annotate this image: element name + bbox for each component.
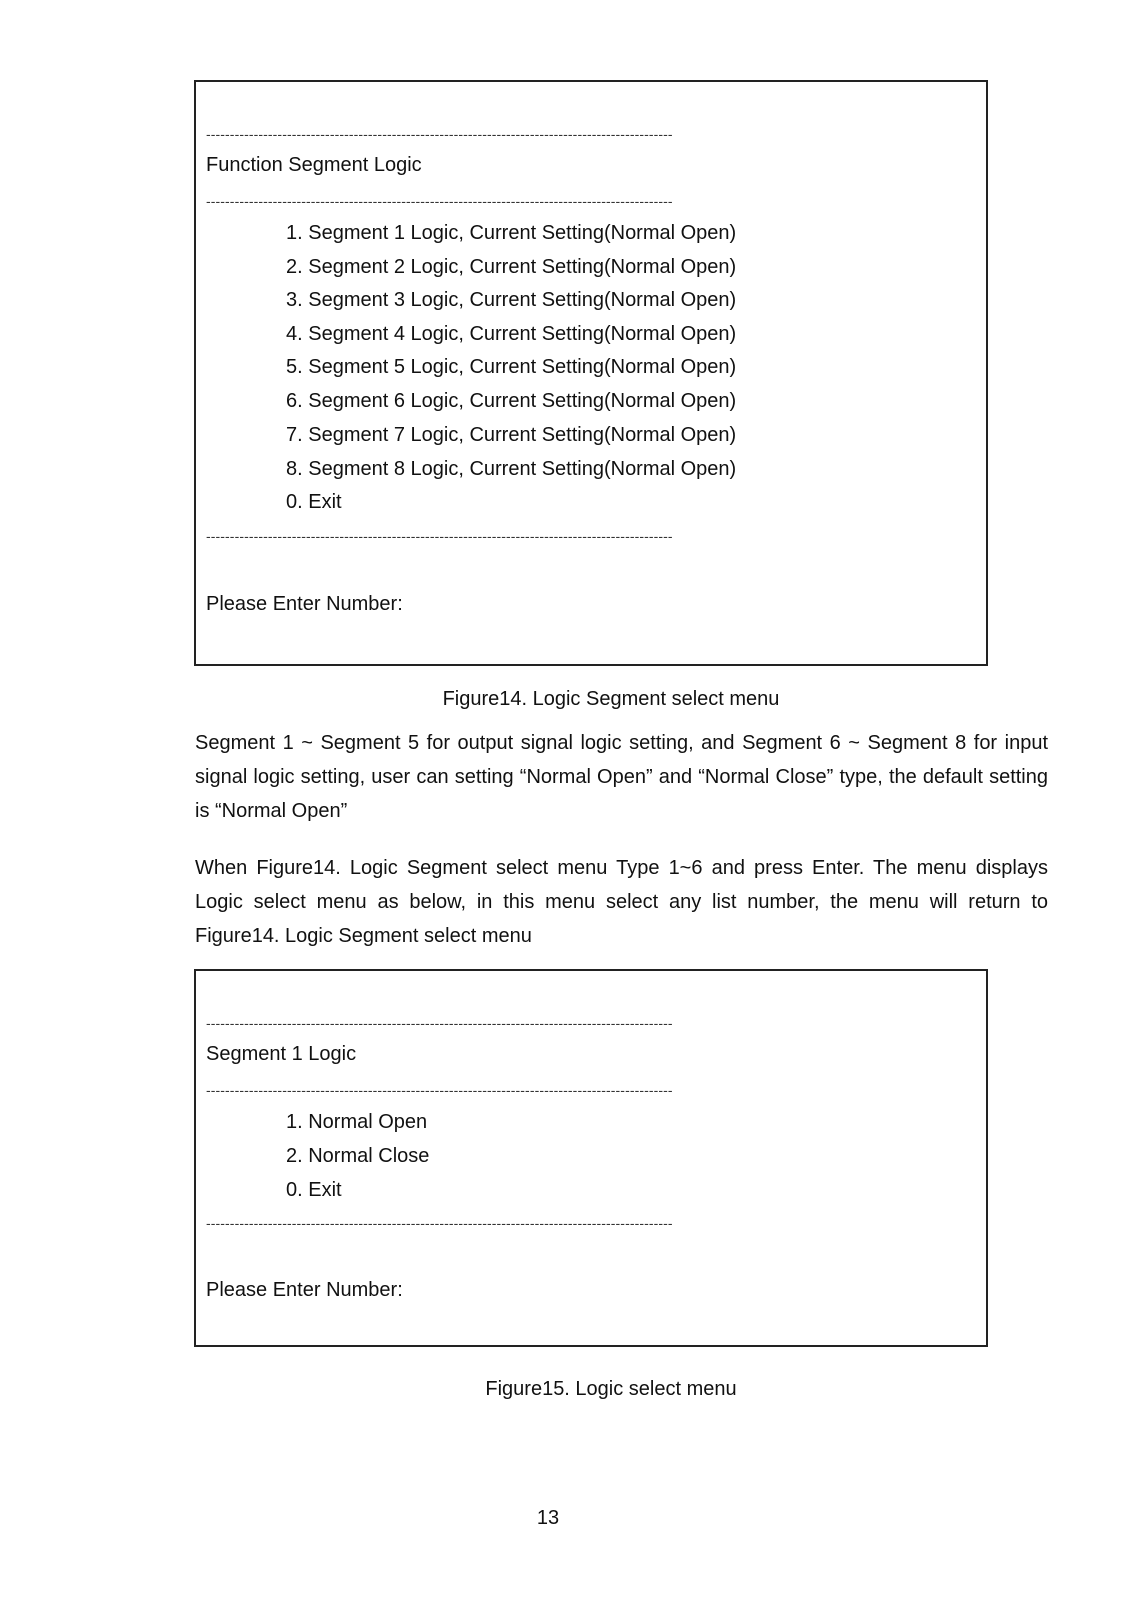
menu-item-segment-2: 2. Segment 2 Logic, Current Setting(Normal Open) [286,256,737,278]
enter-number-prompt: Please Enter Number: [206,593,403,615]
menu-item-segment-6: 6. Segment 6 Logic, Current Setting(Normal Open) [286,390,737,412]
menu-title: Segment 1 Logic [206,1043,357,1065]
menu-item-segment-7: 7. Segment 7 Logic, Current Setting(Normal Open) [286,424,737,446]
figure15-menu-box [194,969,988,1347]
menu-item-segment-8: 8. Segment 8 Logic, Current Setting(Normal Open) [286,458,737,480]
separator-line: -------------------------------------------------------------------------------------------------- [206,528,673,544]
enter-number-prompt: Please Enter Number: [206,1279,403,1301]
separator-line: -------------------------------------------------------------------------------------------------- [206,1015,673,1031]
separator-line: -------------------------------------------------------------------------------------------------- [206,1215,673,1231]
menu-item-normal-open: 1. Normal Open [286,1111,428,1133]
menu-item-segment-3: 3. Segment 3 Logic, Current Setting(Normal Open) [286,289,737,311]
figure14-menu-box [194,80,988,666]
separator-line: -------------------------------------------------------------------------------------------------- [206,126,673,142]
menu-item-segment-5: 5. Segment 5 Logic, Current Setting(Normal Open) [286,356,737,378]
menu-item-segment-1: 1. Segment 1 Logic, Current Setting(Normal Open) [286,222,737,244]
body-paragraph-1: Segment 1 ~ Segment 5 for output signal logic setting, and Segment 6 ~ Segment 8 for input signal logic setting, user can setting “Normal Open” and “Normal Close” type, the default setting is “Normal Open” [195,732,1048,822]
separator-line: -------------------------------------------------------------------------------------------------- [206,1082,673,1098]
separator-line: -------------------------------------------------------------------------------------------------- [206,193,673,209]
body-paragraph-2: When Figure14. Logic Segment select menu Type 1~6 and press Enter. The menu displays Logic select menu as below, in this menu select any list number, the menu will return to Figure14. Logic Segment select menu [195,857,1048,947]
page-number: 13 [536,1507,560,1529]
menu-item-exit: 0. Exit [286,1179,342,1201]
menu-item-exit: 0. Exit [286,491,342,513]
menu-title: Function Segment Logic [206,154,422,176]
menu-item-segment-4: 4. Segment 4 Logic, Current Setting(Normal Open) [286,323,737,345]
figure14-caption: Figure14. Logic Segment select menu [442,688,780,710]
menu-item-normal-close: 2. Normal Close [286,1145,430,1167]
figure15-caption: Figure15. Logic select menu [485,1378,737,1400]
